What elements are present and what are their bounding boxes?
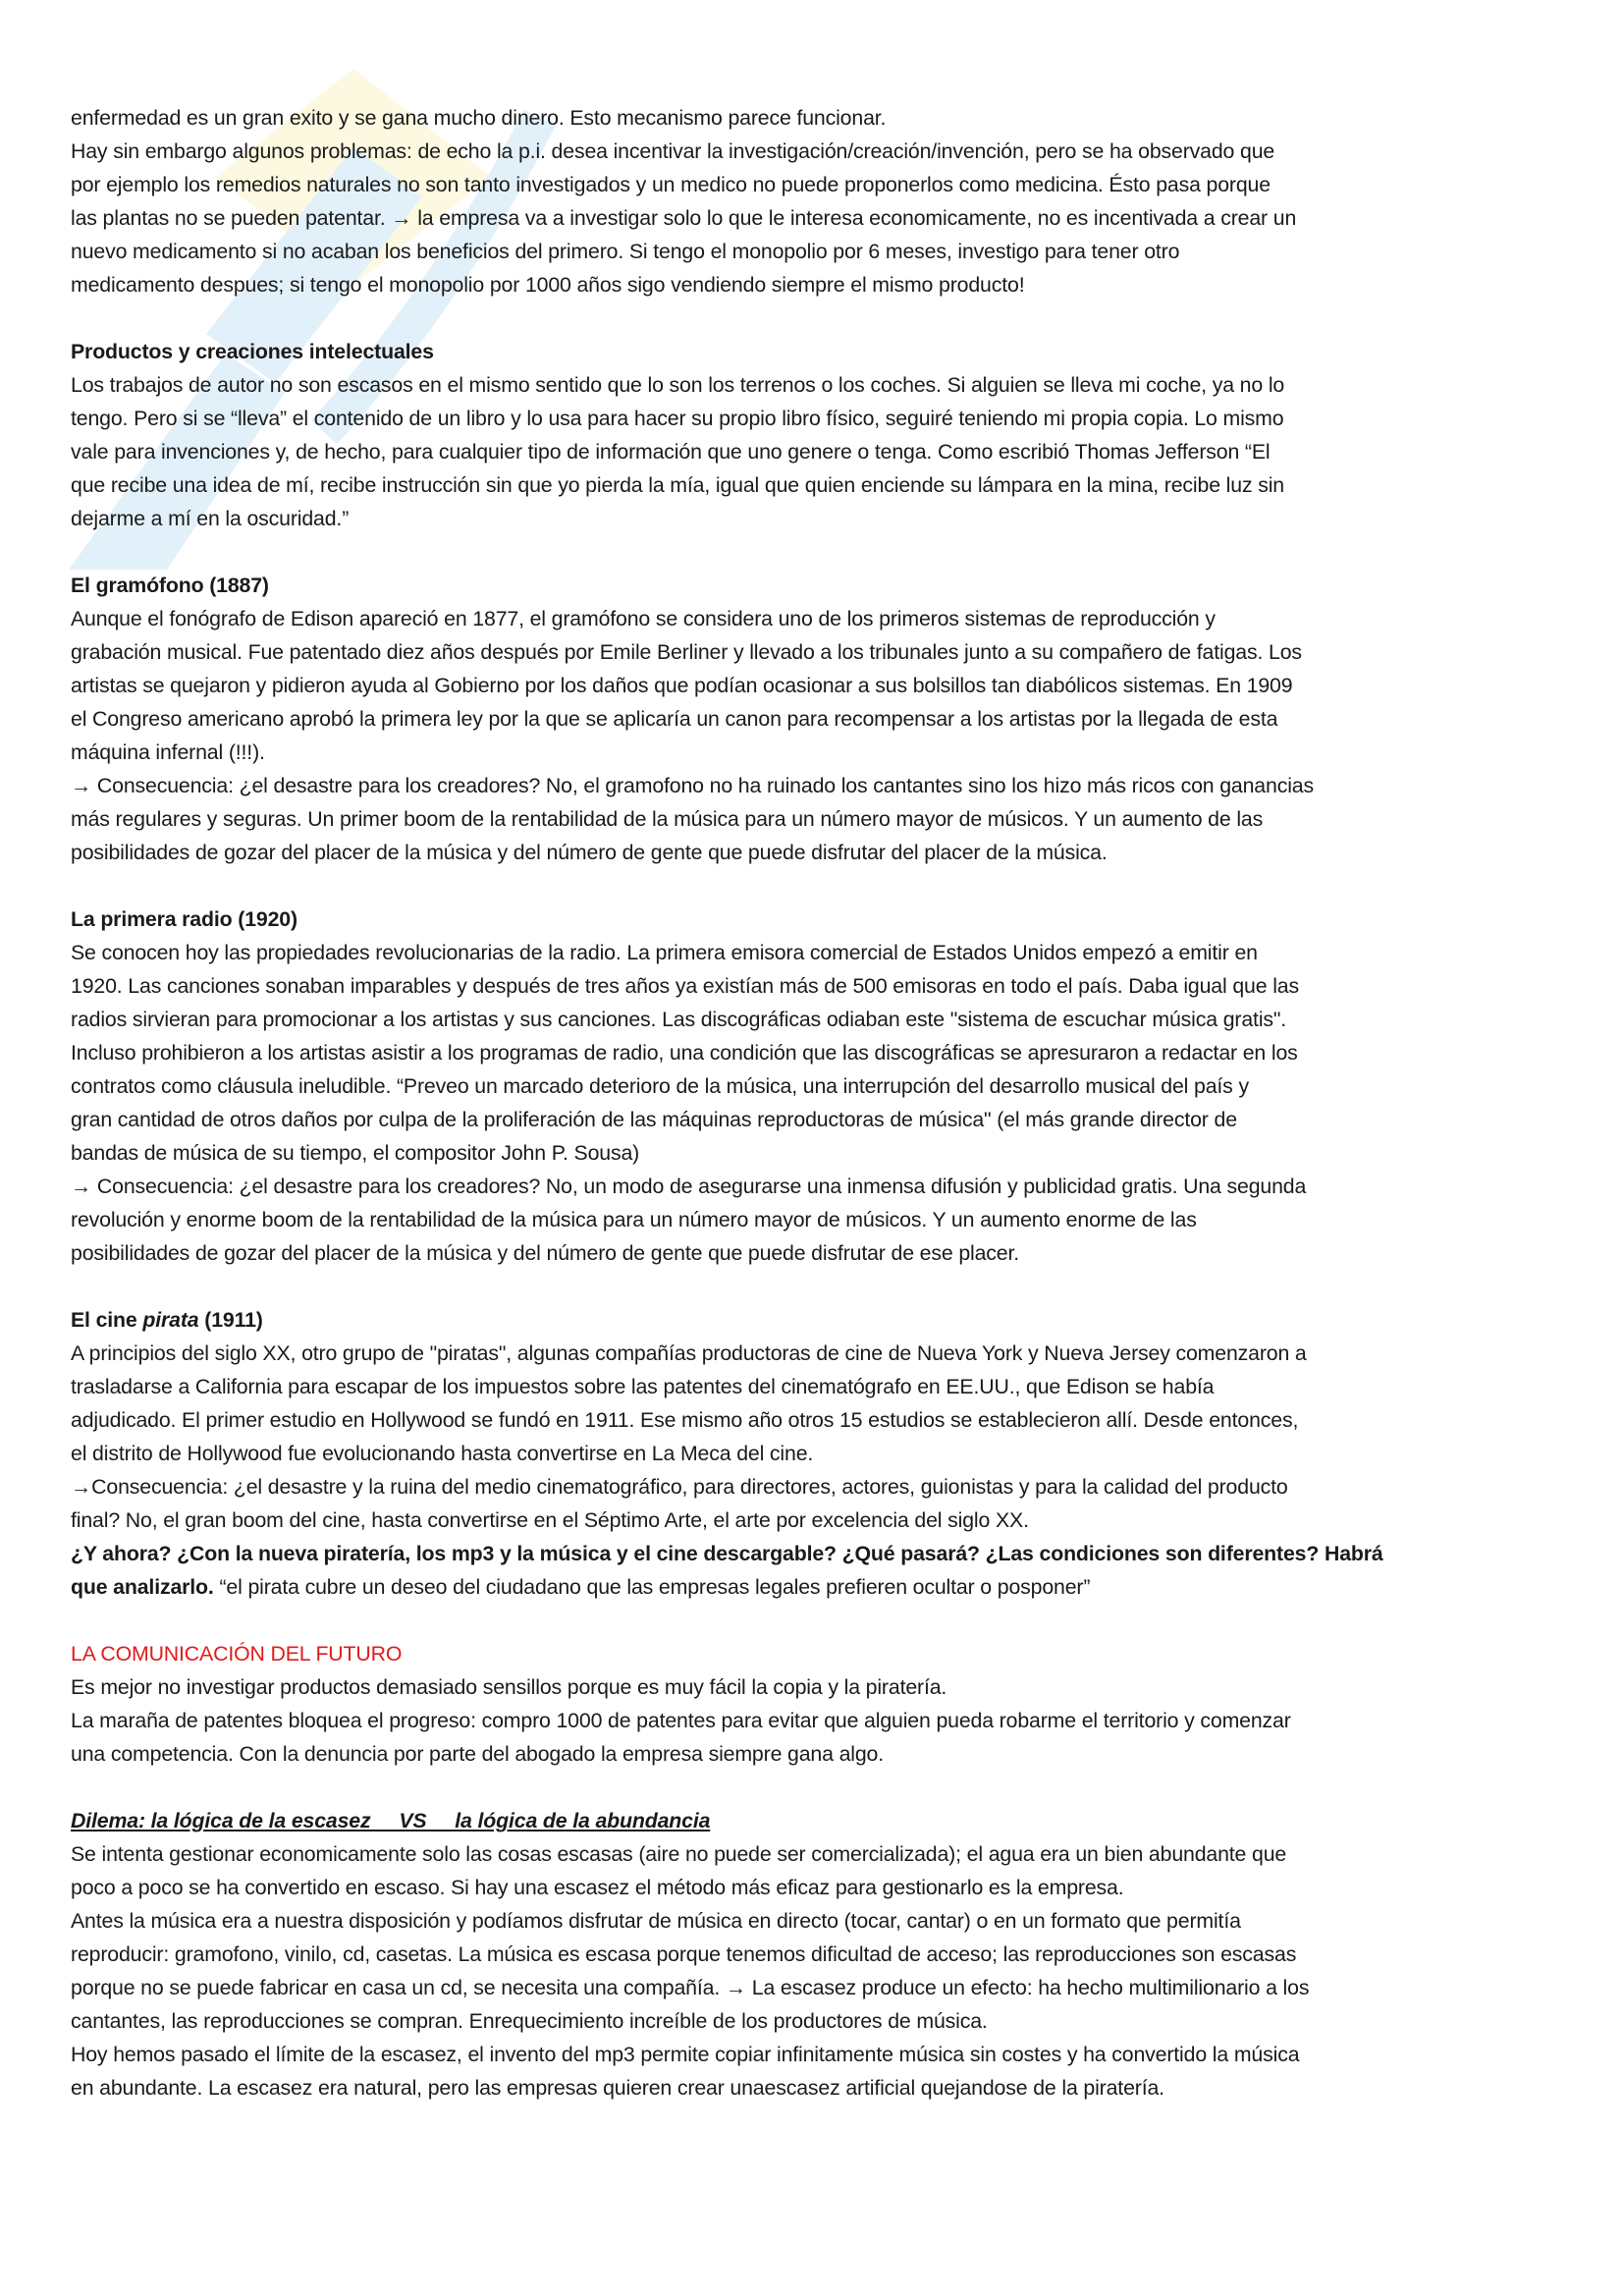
paragraph [71, 602, 1583, 869]
section-heading [71, 902, 1583, 936]
text-line [71, 1737, 1583, 1771]
text-line [71, 1403, 1583, 1437]
text-segment: ¿Y ahora? ¿Con la nueva piratería, los mp3 y la música y el cine descargable? ¿Qué pasará? ¿Las condiciones son diferentes? Habrá [71, 1542, 1383, 1565]
text-line [71, 1604, 1583, 1637]
text-line [71, 2004, 1583, 2038]
text-line [71, 1570, 1583, 1604]
text-segment: pirata [142, 1308, 199, 1332]
spacer [71, 535, 1583, 569]
text-line [71, 1003, 1583, 1036]
text-line [71, 335, 1583, 368]
text-line [71, 1837, 1583, 1871]
text-line [71, 1103, 1583, 1136]
text-segment: radios sirvieran para promocionar a los artistas y sus canciones. Las discográficas odiaban este "sistema de escuchar música gratis". [71, 1008, 1287, 1031]
spacer [71, 1604, 1583, 1637]
spacer [71, 301, 1583, 335]
text-line [71, 1971, 1583, 2004]
spacer [71, 1771, 1583, 1804]
text-segment: Antes la música era a nuestra disposición y podíamos disfrutar de música en directo (tocar, cantar) o en un formato que permitía [71, 1909, 1241, 1933]
text-line [71, 535, 1583, 569]
text-line [71, 268, 1583, 301]
text-segment: La primera radio (1920) [71, 907, 298, 931]
text-segment: más regulares y seguras. Un primer boom de la rentabilidad de la música para un número mayor de músicos. Y un aumento de las [71, 807, 1264, 831]
text-segment: que analizarlo. [71, 1575, 214, 1599]
text-segment: medicamento despues; si tengo el monopolio por 1000 años sigo vendiendo siempre el mismo producto! [71, 273, 1025, 297]
text-line [71, 769, 1583, 802]
section-heading [71, 569, 1583, 602]
text-segment: posibilidades de gozar del placer de la música y del número de gente que puede disfrutar de ese placer. [71, 1241, 1020, 1265]
text-segment: bandas de música de su tiempo, el compositor John P. Sousa) [71, 1141, 640, 1165]
text-segment: el Congreso americano aprobó la primera ley por la que se aplicaría un canon para recompensar a los artistas por la llegada de esta [71, 707, 1278, 731]
text-segment: en abundante. La escasez era natural, pero las empresas quieren crear unaescasez artificial quejandose de la piratería. [71, 2076, 1164, 2100]
text-line [71, 2071, 1583, 2105]
text-segment: Hoy hemos pasado el límite de la escasez, el invento del mp3 permite copiar infinitamente música sin costes y ha convertido la música [71, 2043, 1300, 2066]
text-segment: cantantes, las reproducciones se compran. Enrequecimiento increíble de los productores de música. [71, 2009, 988, 2033]
section-heading [71, 335, 1583, 368]
text-segment: Incluso prohibieron a los artistas asistir a los programas de radio, una condición que las discográficas se apresuraron a redactar en los [71, 1041, 1298, 1065]
text-line [71, 1270, 1583, 1303]
text-line [71, 1303, 1583, 1337]
text-line [71, 969, 1583, 1003]
text-segment: adjudicado. El primer estudio en Hollywood se fundó en 1911. Ese mismo año otros 15 estudios se establecieron allí. Desde entonces, [71, 1408, 1299, 1432]
text-segment: reproducir: gramofono, vinilo, cd, casetas. La música es escasa porque tenemos dificultad de acceso; las reproducciones son escasas [71, 1942, 1297, 1966]
text-segment: Hay sin embargo algunos problemas: de echo la p.i. desea incentivar la investigación/creación/invención, pero se ha observado que [71, 139, 1275, 163]
text-line [71, 1337, 1583, 1370]
text-line [71, 702, 1583, 736]
text-segment: →Consecuencia: ¿el desastre y la ruina del medio cinematográfico, para directores, actores, guionistas y para la calidad del producto [71, 1475, 1288, 1499]
text-line [71, 669, 1583, 702]
text-segment: que recibe una idea de mí, recibe instrucción sin que yo pierda la mía, igual que quien enciende su lámpara en la mina, recibe luz sin [71, 473, 1284, 497]
text-segment: dejarme a mí en la oscuridad.” [71, 507, 350, 530]
text-segment: Aunque el fonógrafo de Edison apareció en 1877, el gramófono se considera uno de los primeros sistemas de reproducción y [71, 607, 1216, 630]
paragraph [71, 1670, 1583, 1771]
text-line [71, 301, 1583, 335]
text-line [71, 1036, 1583, 1069]
text-line [71, 402, 1583, 435]
text-line [71, 135, 1583, 168]
text-segment: enfermedad es un gran exito y se gana mucho dinero. Esto mecanismo parece funcionar. [71, 106, 887, 130]
text-segment: Los trabajos de autor no son escasos en el mismo sentido que lo son los terrenos o los coches. Si alguien se lleva mi coche, ya no lo [71, 373, 1285, 397]
text-line [71, 2038, 1583, 2071]
text-line [71, 635, 1583, 669]
text-line [71, 502, 1583, 535]
text-line [71, 1470, 1583, 1503]
text-line [71, 569, 1583, 602]
document-page [71, 101, 1583, 2105]
text-segment: LA COMUNICACIÓN DEL FUTURO [71, 1642, 403, 1666]
text-segment: máquina infernal (!!!). [71, 740, 265, 764]
spacer [71, 1270, 1583, 1303]
text-segment: “el pirata cubre un deseo del ciudadano que las empresas legales prefieren ocultar o posponer” [213, 1575, 1091, 1599]
text-line [71, 1804, 1583, 1837]
text-segment: 1920. Las canciones sonaban imparables y después de tres años ya existían más de 500 emisoras en todo el país. Daba igual que las [71, 974, 1299, 998]
spacer [71, 869, 1583, 902]
text-segment: una competencia. Con la denuncia por parte del abogado la empresa siempre gana algo. [71, 1742, 885, 1766]
text-segment: poco a poco se ha convertido en escaso. Si hay una escasez el método más eficaz para gestionarlo es la empresa. [71, 1876, 1124, 1899]
text-segment: Es mejor no investigar productos demasiado sensillos porque es muy fácil la copia y la piratería. [71, 1675, 947, 1699]
text-line [71, 602, 1583, 635]
text-segment: El gramófono (1887) [71, 574, 269, 597]
section-heading [71, 1637, 1583, 1670]
text-segment: posibilidades de gozar del placer de la música y del número de gente que puede disfrutar del placer de la música. [71, 841, 1108, 864]
text-segment: contratos como cláusula ineludible. “Preveo un marcado deterioro de la música, una interrupción del desarrollo musical del país y [71, 1074, 1249, 1098]
section-heading [71, 1303, 1583, 1337]
text-segment: final? No, el gran boom del cine, hasta convertirse en el Séptimo Arte, el arte por excelencia del siglo XX. [71, 1508, 1029, 1532]
text-segment: Dilema: la lógica de la escasez VS la lógica de la abundancia [71, 1809, 711, 1832]
paragraph [71, 368, 1583, 535]
text-line [71, 1938, 1583, 1971]
paragraph [71, 936, 1583, 1270]
paragraph [71, 1337, 1583, 1604]
text-line [71, 1370, 1583, 1403]
text-line [71, 1136, 1583, 1170]
text-segment: A principios del siglo XX, otro grupo de "piratas", algunas compañías productoras de cine de Nueva York y Nueva Jersey comenzaron a [71, 1341, 1307, 1365]
text-segment: el distrito de Hollywood fue evolucionando hasta convertirse en La Meca del cine. [71, 1442, 814, 1465]
paragraph [71, 1837, 1583, 2105]
text-segment: → Consecuencia: ¿el desastre para los creadores? No, el gramofono no ha ruinado los cantantes sino los hizo más ricos con ganancias [71, 774, 1314, 797]
text-segment: Se intenta gestionar economicamente solo las cosas escasas (aire no puede ser comercializada); el agua era un bien abundante que [71, 1842, 1287, 1866]
text-line [71, 1537, 1583, 1570]
text-line [71, 1771, 1583, 1804]
text-line [71, 1170, 1583, 1203]
text-segment: Se conocen hoy las propiedades revolucionarias de la radio. La primera emisora comercial de Estados Unidos empezó a emitir en [71, 941, 1258, 964]
text-line [71, 1871, 1583, 1904]
text-line [71, 435, 1583, 468]
text-line [71, 101, 1583, 135]
text-line [71, 1203, 1583, 1236]
text-segment: → Consecuencia: ¿el desastre para los creadores? No, un modo de asegurarse una inmensa difusión y publicidad gratis. Una segunda [71, 1175, 1307, 1198]
text-segment: nuevo medicamento si no acaban los beneficios del primero. Si tengo el monopolio por 6 meses, investigo para tener otro [71, 240, 1180, 263]
text-line [71, 802, 1583, 836]
text-line [71, 736, 1583, 769]
text-line [71, 836, 1583, 869]
text-line [71, 235, 1583, 268]
text-line [71, 1503, 1583, 1537]
text-segment: porque no se puede fabricar en casa un cd, se necesita una compañía. → La escasez produce un efecto: ha hecho multimilionario a los [71, 1976, 1310, 1999]
text-line [71, 1704, 1583, 1737]
text-line [71, 1236, 1583, 1270]
text-segment: grabación musical. Fue patentado diez años después por Emile Berliner y llevado a los tribunales junto a su compañero de fatigas. Los [71, 640, 1302, 664]
text-line [71, 1904, 1583, 1938]
text-segment: gran cantidad de otros daños por culpa de la proliferación de las máquinas reproductoras de música" (el más grande director de [71, 1108, 1237, 1131]
text-line [71, 168, 1583, 201]
text-segment: El cine [71, 1308, 143, 1332]
text-segment: tengo. Pero si se “lleva” el contenido de un libro y lo usa para hacer su propio libro físico, seguiré teniendo mi propia copia. Lo mismo [71, 407, 1284, 430]
text-line [71, 1670, 1583, 1704]
text-segment: Productos y creaciones intelectuales [71, 340, 434, 363]
text-segment: trasladarse a California para escapar de los impuestos sobre las patentes del cinematógrafo en EE.UU., que Edison se había [71, 1375, 1215, 1398]
text-line [71, 468, 1583, 502]
text-line [71, 1637, 1583, 1670]
text-line [71, 1069, 1583, 1103]
paragraph [71, 101, 1583, 301]
text-line [71, 869, 1583, 902]
text-segment: las plantas no se pueden patentar. → la empresa va a investigar solo lo que le interesa economicamente, no es incentivada a crear un [71, 206, 1297, 230]
text-line [71, 201, 1583, 235]
text-line [71, 902, 1583, 936]
text-segment: por ejemplo los remedios naturales no son tanto investigados y un medico no puede proponerlos como medicina. Ésto pasa porque [71, 173, 1271, 196]
section-heading [71, 1804, 1583, 1837]
text-segment: artistas se quejaron y pidieron ayuda al Gobierno por los daños que podían ocasionar a sus bolsillos tan diabólicos sistemas. En 1909 [71, 674, 1293, 697]
text-segment: revolución y enorme boom de la rentabilidad de la música para un número mayor de músicos. Y un aumento enorme de las [71, 1208, 1197, 1231]
text-line [71, 1437, 1583, 1470]
text-line [71, 368, 1583, 402]
text-segment: La maraña de patentes bloquea el progreso: compro 1000 de patentes para evitar que alguien pueda robarme el territorio y comenzar [71, 1709, 1291, 1732]
text-segment: vale para invenciones y, de hecho, para cualquier tipo de información que uno genere o tenga. Como escribió Thomas Jefferson “El [71, 440, 1271, 464]
text-segment: (1911) [198, 1308, 263, 1332]
text-line [71, 936, 1583, 969]
